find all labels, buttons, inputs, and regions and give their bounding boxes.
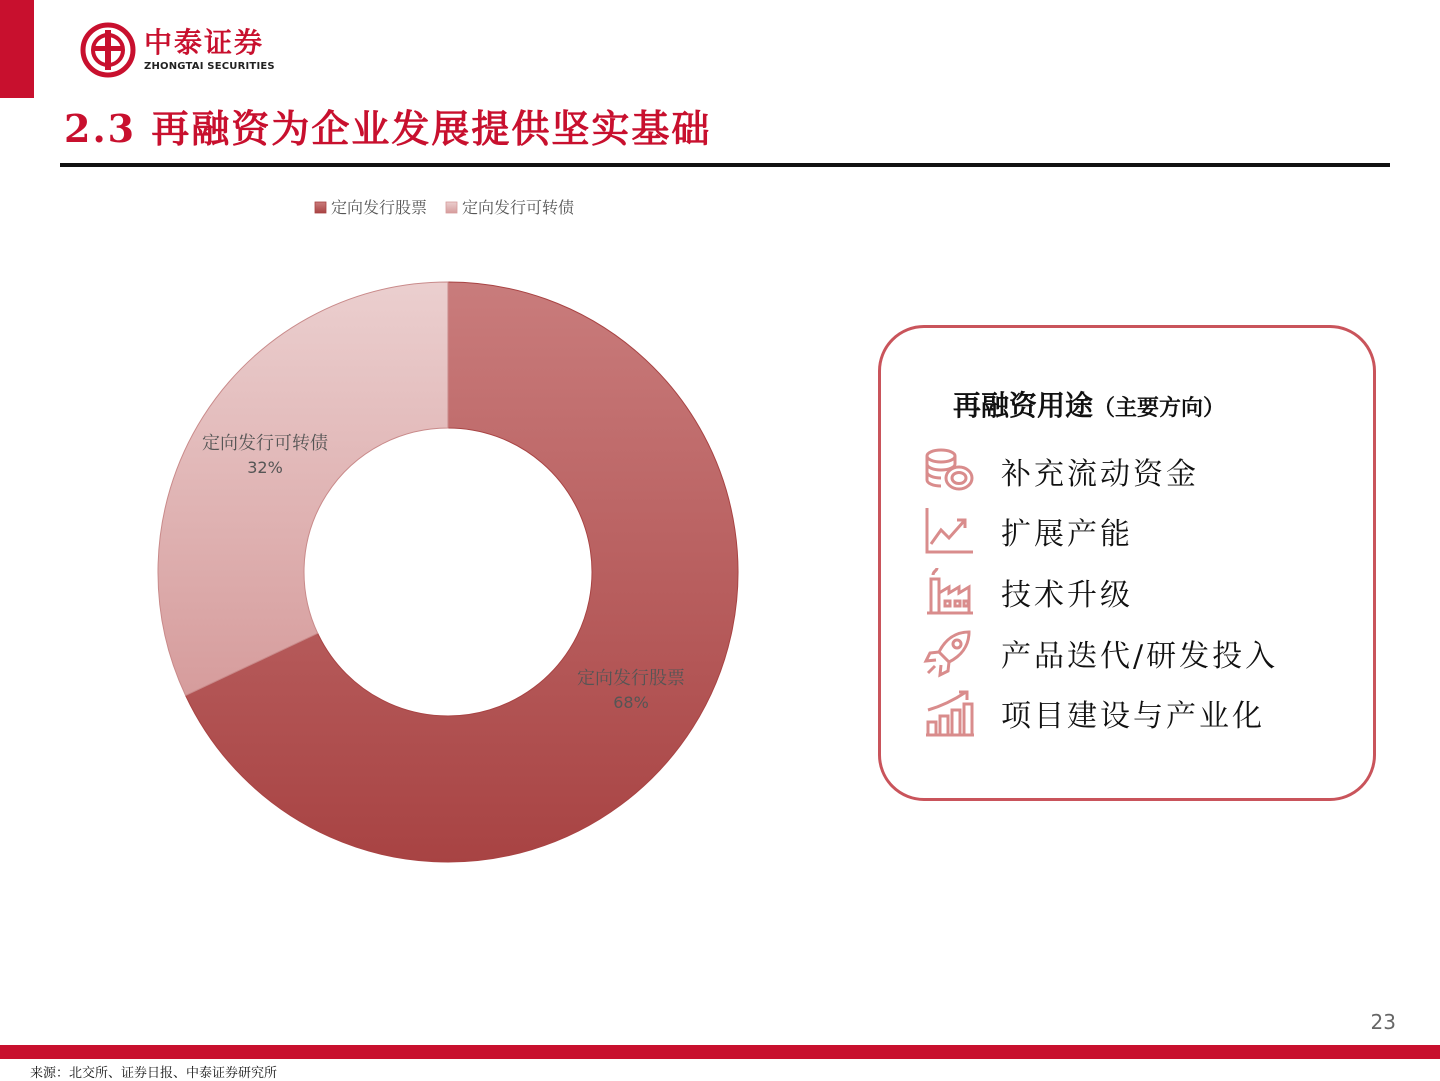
brand-name-cn: 中泰证券	[144, 26, 265, 59]
use-item-rnd	[921, 625, 1278, 681]
use-item-working-capital	[921, 443, 1199, 499]
use-item-tech-upgrade	[921, 564, 1133, 620]
brand-logo	[80, 22, 275, 78]
legend-swatch-stock	[315, 202, 326, 213]
info-box-title-main: 再融资用途	[953, 389, 1094, 422]
use-item-label: 项目建设与产业化	[1001, 699, 1265, 734]
use-item-label: 技术升级	[1001, 578, 1133, 613]
use-item-label: 补充流动资金	[1001, 457, 1199, 492]
data-label-convertible-name: 定向发行可转债	[202, 433, 328, 454]
title-divider	[60, 163, 1390, 167]
data-label-stock-name: 定向发行股票	[577, 668, 685, 689]
refinancing-uses-box	[878, 325, 1376, 801]
data-label-stock-value: 68%	[613, 693, 649, 712]
coins-icon	[921, 445, 979, 497]
zhongtai-logo-icon	[80, 22, 136, 78]
use-item-label: 产品迭代/研发投入	[1001, 639, 1279, 674]
info-box-subtitle: （主要方向）	[1093, 395, 1226, 421]
bar-growth-icon	[921, 687, 979, 739]
use-item-capacity	[921, 503, 1133, 559]
info-box-title	[953, 384, 1225, 424]
source-note: 来源：北交所、证券日报、中泰证券研究所	[30, 1066, 278, 1081]
use-item-industrialization	[921, 685, 1265, 741]
legend-label-convertible: 定向发行可转债	[462, 198, 575, 217]
page-title: 2.3 再融资为企业发展提供坚实基础	[64, 106, 712, 151]
donut-chart	[0, 180, 820, 900]
brand-name-en: ZHONGTAI SECURITIES	[144, 61, 275, 72]
growth-chart-icon	[921, 505, 979, 557]
data-label-convertible-value: 32%	[247, 458, 283, 477]
legend-swatch-convertible	[446, 202, 457, 213]
use-item-label: 扩展产能	[1001, 517, 1133, 552]
factory-icon	[921, 566, 979, 618]
donut-slice-convertible	[158, 282, 448, 695]
chart-legend	[315, 198, 574, 217]
page-number: 23	[1370, 1010, 1396, 1034]
rocket-icon	[921, 627, 979, 679]
legend-label-stock: 定向发行股票	[331, 198, 428, 217]
footer-bar	[0, 1045, 1440, 1059]
corner-accent-bar	[0, 0, 34, 98]
